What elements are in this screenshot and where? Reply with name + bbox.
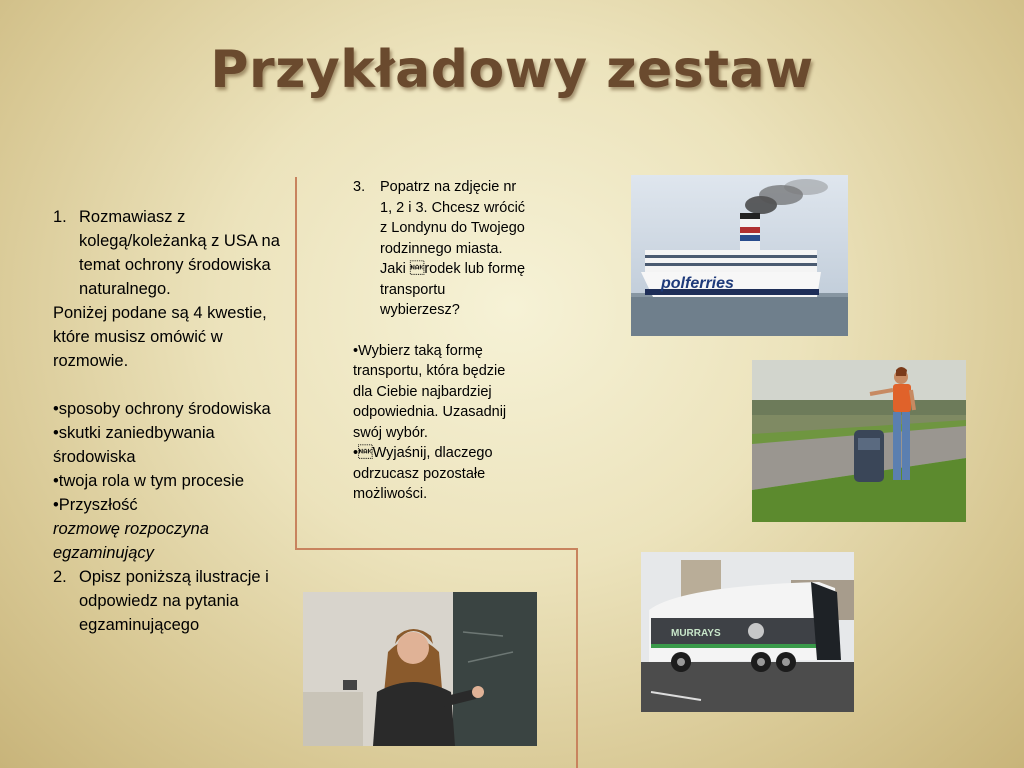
slide-title: Przykładowy zestaw: [210, 40, 814, 100]
list-text: Opisz poniższą ilustracje i odpowiedz na pytania egzaminującego: [79, 568, 269, 634]
bullet-item: •sposoby ochrony środowiska: [53, 400, 271, 418]
teacher-photo: [303, 592, 537, 746]
middle-text-column: [353, 177, 528, 505]
list-item-1: [53, 205, 293, 301]
list-number: 2.: [53, 568, 67, 586]
bus-photo: [641, 552, 854, 712]
ferry-photo: [631, 175, 848, 336]
ferry-logo-text: polferries: [661, 275, 734, 292]
bus-logo-text: MURRAYS: [671, 628, 721, 639]
bullet-item: •Przyszłość: [53, 496, 138, 514]
examiner-note: rozmowę rozpoczyna egzaminujący: [53, 520, 209, 562]
bullet-item: •Wybierz taką formę transportu, która będzie dla Ciebie najbardziej odpowiednia. Uzasadnij swój wybór.: [353, 342, 507, 441]
left-text-column: [53, 205, 293, 637]
intro-text: Poniżej podane są 4 kwestie, które musisz omówić w rozmowie.: [53, 304, 267, 370]
bullet-item: •Wyjaśnij, dlaczego odrzucasz pozostałe możliwości.: [353, 445, 493, 502]
list-number: 3.: [353, 179, 366, 195]
divider-vertical-left: [295, 177, 297, 549]
bullet-item: •twoja rola w tym procesie: [53, 472, 245, 490]
divider-horizontal: [295, 548, 577, 550]
list-item-2: [53, 565, 293, 637]
list-text: Popatrz na zdjęcie nr 1, 2 i 3. Chcesz wrócić z Londynu do Twojego rodzinnego miasta. Jaki rodek lub formę transportu wybierzesz?: [380, 179, 526, 318]
bullet-item: •skutki zaniedbywania środowiska: [53, 424, 215, 466]
hitchhiker-photo: [752, 360, 966, 522]
divider-vertical-bottom: [576, 548, 578, 768]
list-text: Rozmawiasz z kolegą/koleżanką z USA na temat ochrony środowiska naturalnego.: [79, 208, 280, 298]
list-number: 1.: [53, 208, 67, 226]
list-item-3: [353, 177, 528, 321]
